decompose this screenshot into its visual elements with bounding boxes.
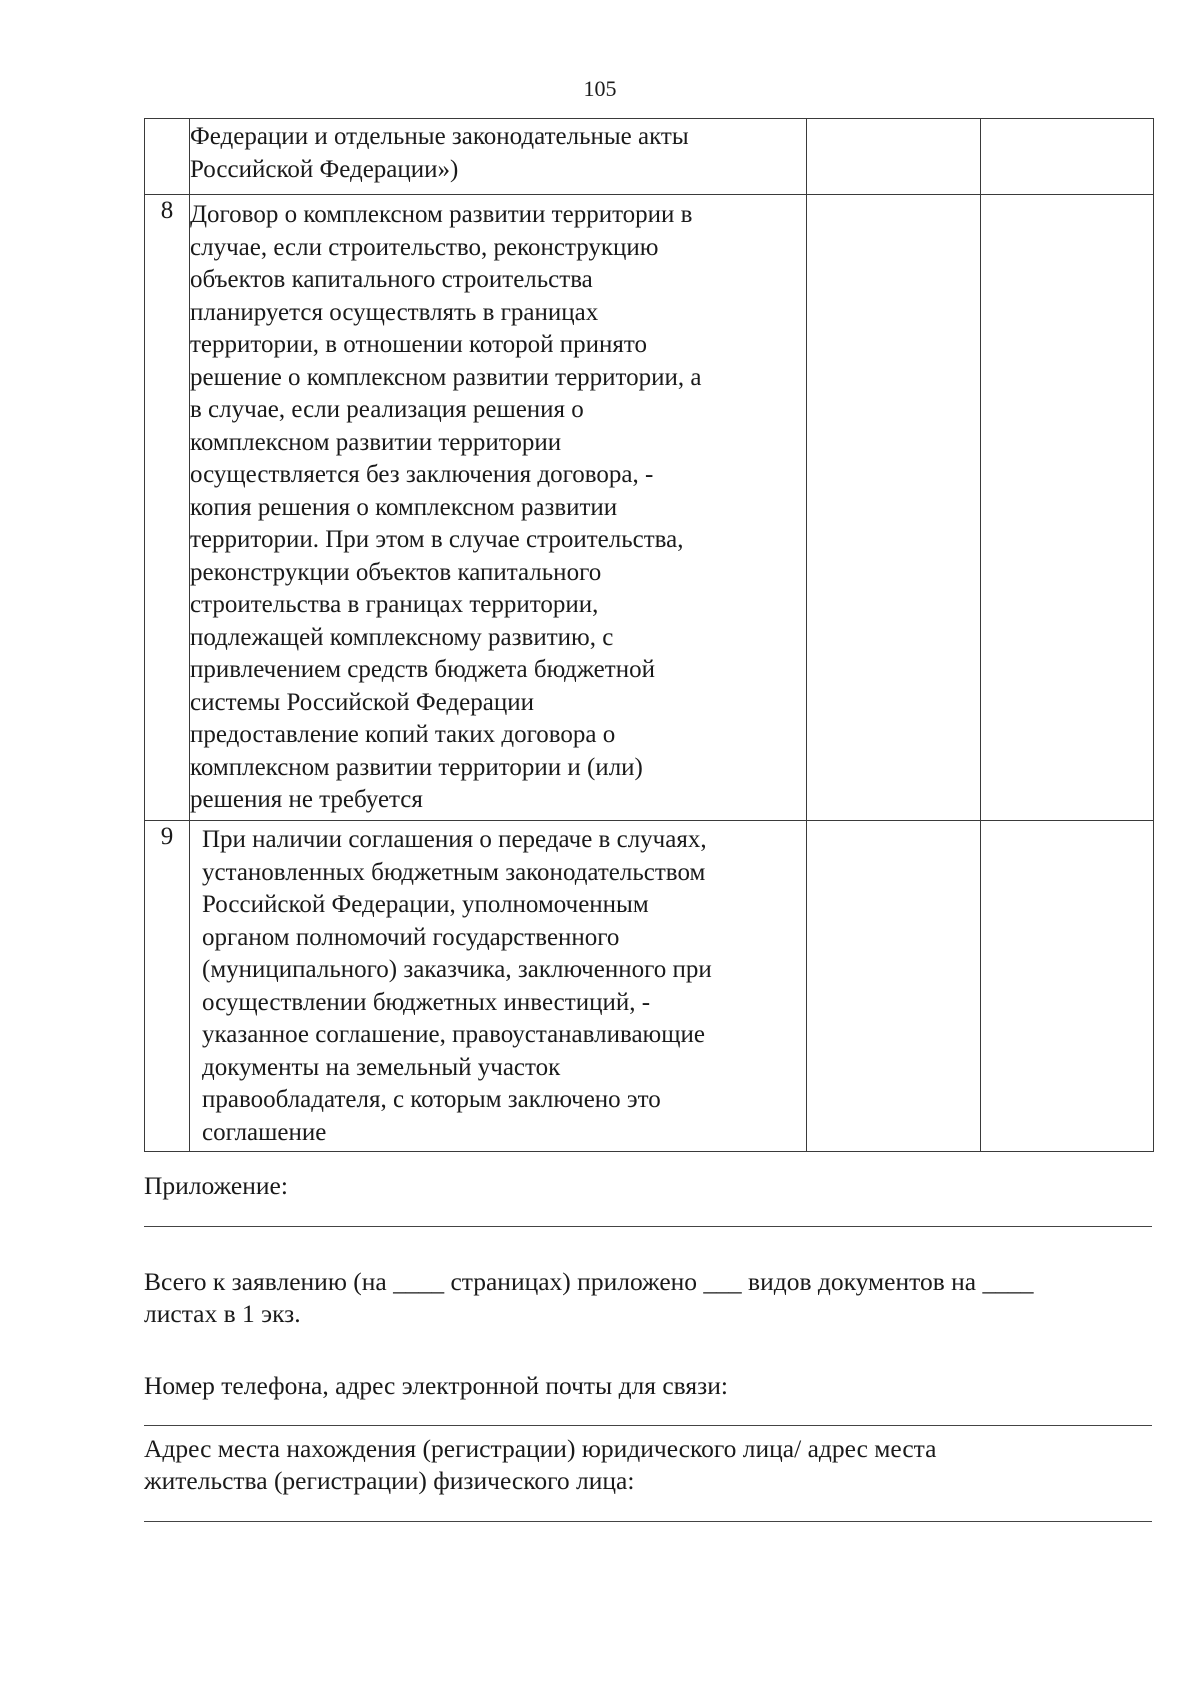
description-line: в случае, если реализация решения о [190,396,584,423]
description-line: установленных бюджетным законодательством [202,858,706,886]
description-line: документы на земельный участок [202,1053,561,1081]
description-line: Российской Федерации») [190,155,459,183]
description-line: предоставление копий таких договора о [190,721,616,748]
description-line: реконструкции объектов капитального [190,558,602,586]
empty-cell [981,195,1154,821]
page-number: 105 [583,76,617,101]
empty-cell [807,821,981,1152]
description-line: Российской Федерации, уполномоченным [202,891,649,918]
description-line: территории. При этом в случае строительства, [190,526,684,553]
description-line: Договор о комплексном развитии территории в [190,201,693,228]
row-description-cell [190,119,807,195]
description-line: случае, если строительство, реконструкцию [190,233,659,261]
description-line: решение о комплексном развитии территории, а [190,363,702,391]
empty-cell [981,821,1154,1152]
description-line: решения не требуется [190,786,423,813]
address-label: Адрес места нахождения (регистрации) юридического лица/ адрес места [144,1434,937,1463]
description-line: строительства в границах территории, [190,591,599,618]
description-line: осуществляется без заключения договора, - [190,461,654,488]
description-line: системы Российской Федерации [190,688,534,716]
attachment-fill-line [144,1226,1152,1227]
description-line: копия решения о комплексном развитии [190,493,618,521]
description-line: комплексном развитии территории и (или) [190,753,643,781]
documents-table [144,118,1154,1152]
description-line: (муниципального) заказчика, заключенного при [202,956,712,983]
empty-cell [807,195,981,821]
description-line: указанное соглашение, правоустанавливающие [202,1021,705,1048]
row-number-cell [145,119,190,195]
table-row-continuation [145,119,1154,195]
row-description-cell [190,195,807,821]
empty-cell [981,119,1154,195]
description-line: комплексном развитии территории [190,428,562,456]
contact-fill-line [144,1425,1152,1426]
description-line: правообладателя, с которым заключено это [202,1086,661,1113]
description-line: территории, в отношении которой принято [190,331,648,358]
description-line: планируется осуществлять в границах [190,298,599,326]
description-line: объектов капитального строительства [190,266,593,293]
total-documents-line-2: листах в 1 экз. [144,1299,301,1328]
description-line: осуществлении бюджетных инвестиций, - [202,988,651,1016]
row-description-cell [190,821,807,1152]
description-line: При наличии соглашения о передаче в случаях, [202,826,707,853]
table-row-9 [145,821,1154,1152]
attachment-label: Приложение: [144,1171,288,1200]
row-number-cell: 9 [145,821,190,1152]
description-line: органом полномочий государственного [202,923,620,951]
description-line: привлечением средств бюджета бюджетной [190,656,655,683]
description-line: подлежащей комплексному развитию, с [190,623,614,651]
empty-cell [807,119,981,195]
total-documents-line: Всего к заявлению (на ____ страницах) приложено ___ видов документов на ____ [144,1267,1034,1296]
row-number-cell: 8 [145,195,190,821]
address-fill-line [144,1521,1152,1522]
contact-label: Номер телефона, адрес электронной почты для связи: [144,1371,728,1400]
address-label-2: жительства (регистрации) физического лица: [144,1466,635,1495]
description-line: Федерации и отдельные законодательные акты [190,123,689,150]
description-line: соглашение [202,1118,327,1146]
table-row-8 [145,195,1154,821]
